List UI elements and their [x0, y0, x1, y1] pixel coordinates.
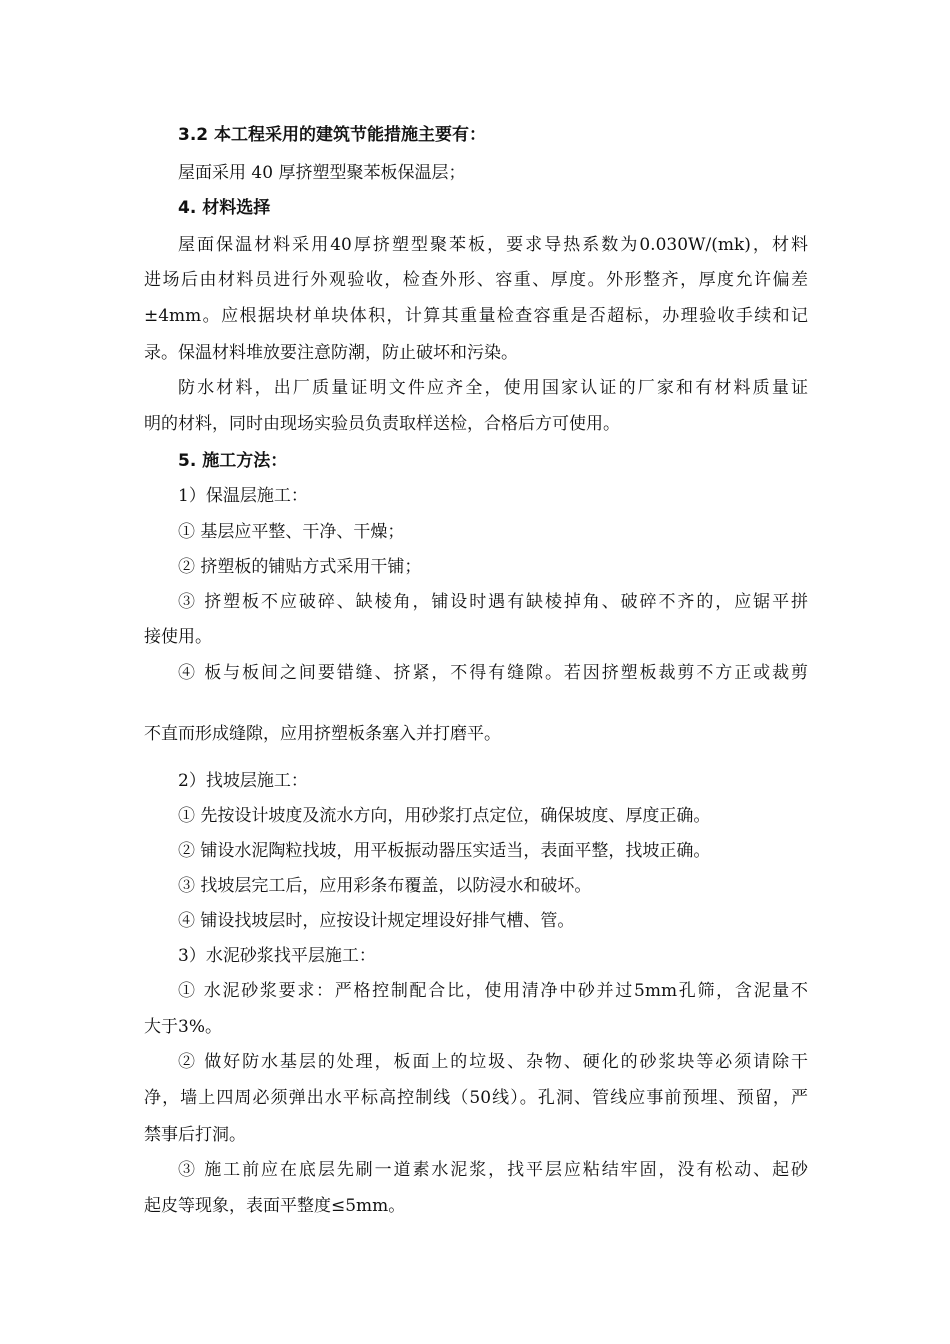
- paragraph-line: 录。保温材料堆放要注意防潮，防止破坏和污染。: [144, 343, 518, 363]
- subsection-title: 2）找坡层施工：: [178, 771, 308, 791]
- list-item: ③ 找坡层完工后，应用彩条布覆盖，以防浸水和破坏。: [178, 876, 592, 896]
- list-item: ① 先按设计坡度及流水方向，用砂浆打点定位，确保坡度、厚度正确。: [178, 806, 711, 826]
- paragraph-line: ±4mm。应根据块材单块体积，计算其重量检查容重是否超标，办理验收手续和记: [144, 306, 808, 326]
- list-item-continuation: 禁事后打洞。: [144, 1125, 246, 1145]
- list-item: ② 铺设水泥陶粒找坡，用平板振动器压实适当，表面平整，找坡正确。: [178, 841, 711, 861]
- subsection-title: 1）保温层施工：: [178, 486, 308, 506]
- section-heading-4: 4. 材料选择: [178, 198, 271, 218]
- list-item: ④ 铺设找坡层时，应按设计规定埋设好排气槽、管。: [178, 911, 575, 931]
- list-item: ③ 挤塑板不应破碎、缺棱角，铺设时遇有缺棱掉角、破碎不齐的，应锯平拼: [178, 592, 808, 612]
- paragraph-line: 进场后由材料员进行外观验收，检查外形、容重、厚度。外形整齐，厚度允许偏差: [144, 270, 808, 290]
- paragraph-line: 屋面保温材料采用40厚挤塑型聚苯板，要求导热系数为0.030W/(mk)，材料: [178, 235, 808, 255]
- list-item: ② 做好防水基层的处理，板面上的垃圾、杂物、硬化的砂浆块等必须请除干: [178, 1052, 808, 1072]
- section-heading-5: 5. 施工方法：: [178, 451, 288, 471]
- list-item: ④ 板与板间之间要错缝、挤紧，不得有缝隙。若因挤塑板裁剪不方正或裁剪: [178, 663, 808, 683]
- list-item-continuation: 起皮等现象，表面平整度≤5mm。: [144, 1196, 406, 1216]
- list-item: ③ 施工前应在底层先刷一道素水泥浆，找平层应粘结牢固，没有松动、起砂: [178, 1160, 808, 1180]
- list-item-continuation: 接使用。: [144, 627, 212, 647]
- paragraph-line: 屋面采用 40 厚挤塑型聚苯板保温层；: [178, 163, 466, 183]
- paragraph-line: 明的材料，同时由现场实验员负责取样送检，合格后方可使用。: [144, 414, 620, 434]
- paragraph-line: 防水材料，出厂质量证明文件应齐全，使用国家认证的厂家和有材料质量证: [178, 378, 808, 398]
- list-item: ① 水泥砂浆要求：严格控制配合比，使用清净中砂并过5mm孔筛，含泥量不: [178, 981, 808, 1001]
- list-item-continuation: 大于3%。: [144, 1017, 222, 1037]
- list-item-continuation: 净，墙上四周必须弹出水平标高控制线（50线）。孔洞、管线应事前预埋、预留，严: [144, 1088, 808, 1108]
- list-item-continuation: 不直而形成缝隙，应用挤塑板条塞入并打磨平。: [144, 724, 501, 744]
- subsection-title: 3）水泥砂浆找平层施工：: [178, 946, 376, 966]
- list-item: ② 挤塑板的铺贴方式采用干铺；: [178, 557, 422, 577]
- section-heading-3-2: 3.2 本工程采用的建筑节能措施主要有：: [178, 125, 487, 145]
- list-item: ① 基层应平整、干净、干燥；: [178, 522, 405, 542]
